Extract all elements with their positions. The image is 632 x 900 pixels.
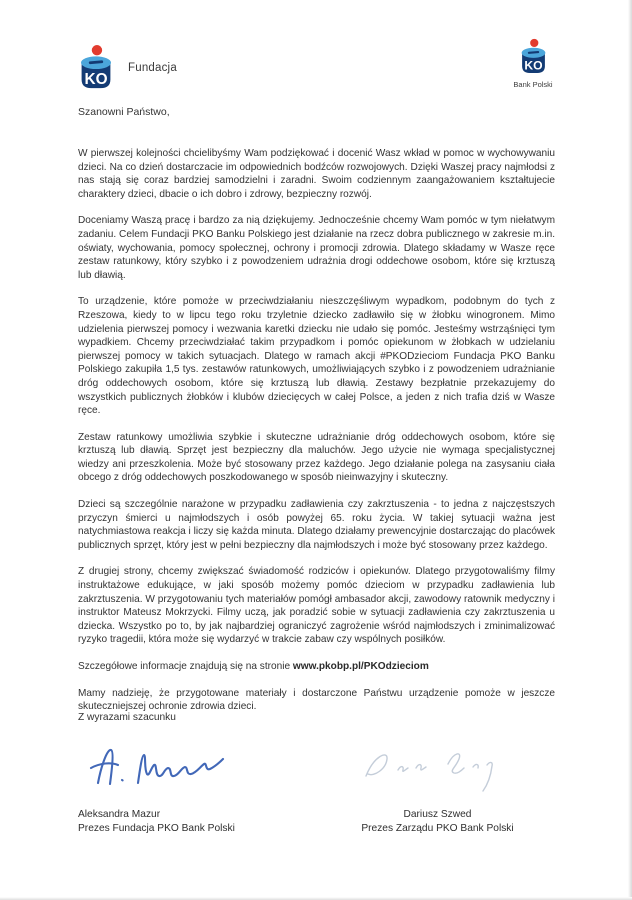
fundacja-logo-block [76,44,177,92]
signer-title-right: Prezes Zarządu PKO Bank Polski [361,822,514,834]
paragraph-awareness-films: Z drugiej strony, chcemy zwiększać świadomość rodziców i opiekunów. Dlatego przygotowaliśmy filmy instruktażowe edukujące, w jaki sposób możemy pomóc dzieciom w przypadku zadławienia lub zakrztuszenia. W przygotowaniu tych materiałów pomógł ambasador akcji, zawodowy ratownik medyczny i instruktor Mateusz Mokrzycki. Filmy uczą, jak poradzić sobie w sytuacji zadławienia czy zakrztuszenia u dziecka. Wszystko po to, by jak najbardziej ograniczyć zagrożenie wśród najmłodszych i zminimalizować ryzyko tragedii, która może się wydarzyć w trakcie zabaw czy wspólnych posiłków. [78,566,555,646]
pko-logo-icon [518,38,549,76]
info-prefix: Szczegółowe informacje znajdują się na stronie [78,661,293,672]
signer-name-left: Aleksandra Mazur [78,809,161,820]
signature-block-left [78,738,313,835]
campaign-url: www.pkobp.pl/PKOdzieciom [292,661,429,672]
letter-body [78,147,555,727]
info-line [78,660,555,674]
signature-block-right [320,738,555,835]
closing-line: Z wyrazami szacunku [78,712,176,723]
handwritten-signature-mazur-icon [84,738,234,794]
handwritten-signature-szwed-icon [354,738,522,796]
fundacja-label: Fundacja [128,62,177,74]
salutation: Szanowni Państwo, [78,106,170,118]
svg-text:KO: KO [523,58,543,73]
paragraph-hope: Mamy nadzieję, że przygotowane materiały i dostarczone Państwu urządzenie pomoże w jeszcze skuteczniejszej ochronie zdrowia dzieci. [78,687,555,713]
paragraph-intro: W pierwszej kolejności chcielibyśmy Wam podziękować i docenić Wasz wkład w pomoc w wychowywaniu dzieci. Na co dzień dostarczacie im odpowiednich bodźców rozwojowych. Dzięki Waszej pracy najmłodsi z nas stają się coraz bardziej samodzielni i zaradni. Swoim codziennym zaangażowaniem kształtujecie charaktery dzieci, dbacie o ich dobro i zdrowy, bezpieczny rozwój. [78,148,555,200]
bank-polski-logo-block [500,38,566,89]
signature-handwriting-right [354,738,522,808]
signatures-row [78,738,555,835]
svg-text:KO: KO [84,70,108,88]
paragraph-kit-description: Zestaw ratunkowy umożliwia szybkie i skuteczne udrażnianie dróg oddechowych osobom, które się krztuszą lub dławią. Sprzęt jest bezpieczny dla maluchów. Jego użycie nie wymaga specjalistycznej wiedzy ani przeszkolenia. Może być stosowany przez każdego. Jego działanie polega na zasysaniu ciała obcego z dróg oddechowych poszkodowanego w sposób nieinwazyjny i skuteczny. [78,431,555,484]
signer-name-right: Dariusz Szwed [403,809,472,820]
paragraph-children-risk: Dzieci są szczególnie narażone w przypadku zadławienia czy zakrztuszenia - to jedna z najczęstszych przyczyn śmierci u najmłodszych i osób powyżej 65. roku życia. W takiej sytuacji ważna jest natychmiastowa reakcja i liczy się każda minuta. Dlatego działamy prewencyjnie dostarczając do placówek publicznych sprzęt, który jest w pełni bezpieczny dla najmłodszych i może być stosowany przez każdego. [78,499,555,551]
paragraph-foundation-goal: Doceniamy Waszą pracę i bardzo za nią dziękujemy. Jednocześnie chcemy Wam pomóc w tym niełatwym zadaniu. Celem Fundacji PKO Banku Polskiego jest działanie na rzecz dobra publicznego w zakresie m.in. oświaty, wychowania, pomocy społecznej, ochrony i promocji zdrowia. Dlatego składamy w Wasze ręce zestaw ratunkowy, który szybko i z powodzeniem udrażnia drogi oddechowe osobom, które się krztuszą lub dławią. [78,215,555,281]
scan-edge-right [628,0,632,900]
paragraph-device-action: To urządzenie, które pomoże w przeciwdziałaniu nieszczęśliwym wypadkom, podobnym do tych z Rzeszowa, kiedy to w lipcu tego roku trzyletnie dziecko zadławiło się w żłobku winogronem. Mimo udzielenia pierwszej pomocy i wezwania karetki dziecku nie udało się pomóc. Jesteśmy wstrząśnięci tym wypadkiem. Chcemy przeciwdziałać takim przypadkom i pomóc opiekunom w żłobkach w udzielaniu pierwszej pomocy w takich sytuacjach. Dlatego w ramach akcji #PKODzieciom Fundacja PKO Banku Polskiego zakupiła 1,5 tys. zestawów ratunkowych, umożliwiających szybko i z powodzeniem udrażnianie dróg oddechowych osobom, które się krztuszą lub dławią. Zestawy bezpłatnie przekazujemy do wszystkich publicznych żłobków i klubów dziecięcych w całej Polsce, a jeden z nich trafia dziś w Wasze ręce. [78,296,555,417]
signer-title-left: Prezes Fundacja PKO Bank Polski [78,822,235,834]
signature-handwriting-left [78,738,234,808]
bank-polski-label: Bank Polski [513,80,553,89]
pko-logo-icon [76,44,116,92]
